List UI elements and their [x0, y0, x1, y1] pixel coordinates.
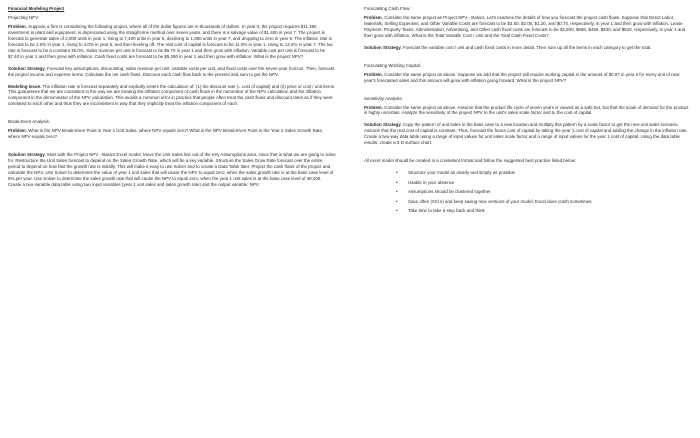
working-capital-problem-label: Problem. [364, 71, 383, 77]
sensitivity-heading: Sensitivity Analysis: [364, 95, 403, 101]
list-item-text: Assumptions should be clustered together [408, 189, 491, 195]
cashflow-solution [364, 45, 692, 51]
left-column [8, 6, 336, 188]
list-item [364, 170, 692, 176]
list-item-text: Save often (Ctrl s) and keep saving new versions of your model; Excel does crash sometimes [408, 198, 592, 204]
npv-problem-text: Suppose a firm is considering the following project, where all of the dollar figures are in thousands of dollars. In year 0, the project requires $11,350 investment in plant and equipment, is depreciated using the straight-line method over seven years, and there is a salvage value of $1,400 in year 7. The project is forecast to generate sales of 2,000 units in year 1, rising to 7,400 units in year 5, declining to 1,800 units in year 7, and dropping to zero in year 8. The inflation rate is forecast to be 2.0% in year 1, rising to 4.0% in year 5, and then leveling off. The real cost of capital is forecast to be 11.0% in year 1, rising to 12.2% in year 7. The tax rate is forecast to be a constant 35.0%. Sales revenue per unit is forecast to be $9.70 in year 1 and then grow with inflation. Variable cost per unit is forecast to be $7.40 in year 1 and then grow with inflation. Cash fixed costs are forecast to be $5,280 in year 1 and then grow with inflation. What is the project NPV? [8, 23, 333, 59]
list-item-text: Structure your model as clearly and simply as possible [408, 170, 516, 176]
npv-solution-text: Forecast key assumptions, discounting, sales revenue per unit, variable costs per unit, and fixed costs over the seven-year horizon. Then, forecast the project income and expense items. Calculate the net cash flows. Discount each cash flow back to the present and sum to get the NPV. [8, 65, 335, 77]
bullet-icon: • [396, 208, 398, 214]
guidelines-list [364, 170, 692, 214]
npv-problem [8, 24, 336, 60]
sensitivity-solution-text: Copy the pattern of unit sales in the base case to a new location and multiply this pattern by a scale factor to get the new unit sales scenario. Assume that the real cost of capital is constant. Thus, forecast the future cost of capital by taking the year 1 cost of capital and adding the change in the inflation rate. Create a two-way data table using a range of input values for unit sales scale factor and a range of input values for the year 1 cost of capital. Using the data table results, create a 3-D surface chart. [364, 122, 688, 146]
cashflow-problem-text: Consider the same project as Project NPV - Basics. Let's examine the details of how you forecast the project cash flows. Suppose that Direct Labor, Materials, Selling Expenses, and Other Variable Costs are forecast to be $3.50, $2.00, $1.20, and $0.70, respectively, in year 1 and then grow with inflation. Lease Payment, Property Taxes, Administration, Advertising, and Other cash fixed costs are forecast to be $2,800, $580, $450, $930, and $520, respectively, in year 1 and then grow with inflation. What is the Total Variable Cost / Unit and the Total Cash Fixed Costs? [364, 14, 686, 38]
npv-issue-text: The inflation rate is forecast separately and explicitly enters the calculation of: (1) the discount rate (= cost of capital) and (2) price or cost / unit items. This guarantees that we are consistent in the way we are treating the inflation component of cash flows in the numerator of the NPV calculation and the inflation component in the denominator of the NPV calculation. This avoids a common error in practice that people often treat the cash flows and discount rates as if they were unrelated to each other and thus they are inconsistent in way that they implicitly treat the inflation component of each. [8, 83, 336, 107]
cashflow-solution-label: Solution Strategy. [364, 44, 402, 50]
breakeven-problem-label: Problem. [8, 128, 27, 134]
list-item [364, 208, 692, 214]
npv-solution [8, 66, 336, 78]
working-capital-heading: Forecasting Working Capital: [364, 62, 421, 68]
cashflow-problem [364, 15, 692, 39]
breakeven-solution [8, 152, 336, 188]
right-column [364, 6, 692, 218]
npv-problem-label: Problem. [8, 23, 27, 29]
sensitivity-problem-label: Problem. [364, 104, 383, 110]
npv-modeling-issue [8, 84, 336, 108]
breakeven-heading: Break-Even Analysis: [8, 119, 50, 125]
breakeven-solution-text: Start with the Project NPV - Basics Excel model. Move the Unit Sales line out of the Key Assumptions area, since that is what we are going to solve for. Restructure the Unit Sales forecast to depend on the Sales Growth Rate, which will be a key variable. Structure the Sales Grow Rate forecast over the entire period to depend on how fast the growth rate is initially. This will make it easy to use Solver and to create a Data Table later. Project the cash flows of the project and calculate the NPV. Use Solver to determine the value of year 1 unit sales that will cause the NPV to equal zero, when the sales growth rate is at the base case level of 5% per year. Use Solver to determine the sales growth rate that will cause the NPV to equal zero, when the year 1 unit sales is at the base case level of 39,000. Create a two-variable data table using two input variables (year 1 unit sales and sales growth rate) and the output variable: NPV. [8, 152, 336, 187]
bullet-icon: • [396, 198, 398, 204]
list-item [364, 199, 692, 205]
cashflow-solution-text: Forecast the variable cost / unit and cash fixed costs in more detail. Then sum up all the items in each category to get the total. [402, 44, 652, 50]
bullet-icon: • [396, 189, 398, 195]
npv-solution-label: Solution Strategy. [8, 65, 46, 71]
cashflow-problem-label: Problem. [364, 14, 383, 20]
sensitivity-problem-text: Consider the same project as above. Assume that the product life cycle of seven years is viewed as a safe bet, but that the scale of demand for the product is highly uncertain. Analyze the sensitivity of the project NPV to the unit's sales scale factor and to the cost of capital. [364, 104, 689, 116]
list-item-text: Take time to take a step back and think [408, 208, 485, 214]
document-title: Financial Modeling Project [8, 6, 65, 11]
npv-issue-label: Modeling Issue. [8, 83, 42, 89]
breakeven-problem [8, 128, 336, 140]
working-capital-problem-text: Consider the same project as above. Suppose we add that the project will require working capital in the amount of $0.87 in year 0 for every unit of next year's forecasted sales and this amount will grow with inflation going forward. What is the project NPV? [364, 71, 680, 83]
bullet-icon: • [396, 170, 398, 176]
breakeven-solution-label: Solution Strategy. [8, 152, 46, 158]
sensitivity-solution [364, 122, 692, 146]
sensitivity-solution-label: Solution Strategy. [364, 122, 402, 128]
sensitivity-problem [364, 105, 692, 117]
breakeven-problem-text: What is the NPV Break-Even Point in Year 1 Unit Sales, where NPV equals zero? What is the NPV Break-Even Point in the Year 2 Sales Growth Rate, where NPV equals zero? [8, 128, 324, 140]
cashflow-heading: Forecasting Cash Flow: [364, 6, 411, 11]
list-item [364, 180, 692, 186]
npv-heading: Projecting NPV: [8, 14, 40, 20]
working-capital-problem [364, 72, 692, 84]
list-item-text: Usable in your absence [408, 179, 455, 185]
guidelines-intro: All excel model should be created in a consistent format and follow the suggested best practice listed below: [364, 158, 577, 164]
list-item [364, 189, 692, 195]
bullet-icon: • [396, 179, 398, 185]
